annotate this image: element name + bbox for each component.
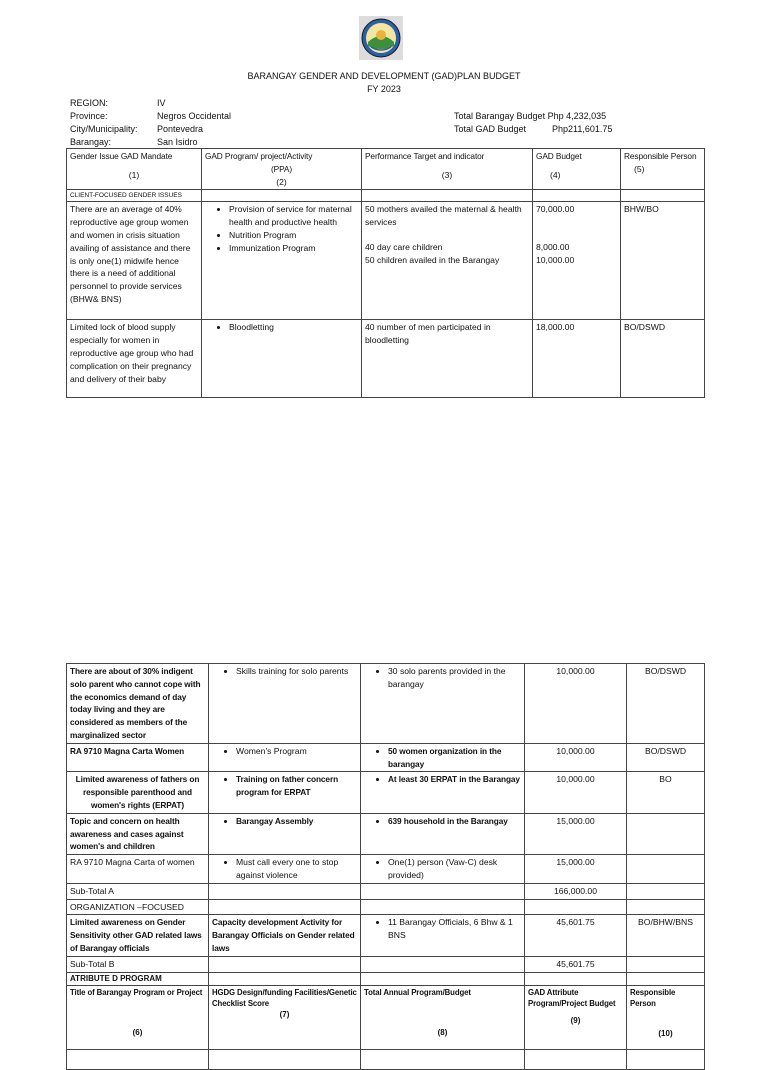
empty-cell	[621, 190, 705, 202]
empty-cell	[361, 972, 525, 985]
empty-cell	[361, 1049, 525, 1069]
empty-cell	[627, 883, 705, 899]
empty-cell	[525, 1049, 627, 1069]
province-label: Province:	[70, 111, 108, 121]
ppa-item: • Must call every one to stop against violence	[236, 856, 357, 882]
ppa-item: • Barangay Assembly	[236, 815, 357, 828]
header-cell	[525, 985, 627, 1049]
attributed-header-row	[67, 985, 705, 1049]
section-row	[67, 190, 705, 202]
budget-value: 10,000.00	[536, 254, 575, 265]
empty-cell	[361, 899, 525, 915]
budget-cell: 10,000.00	[525, 743, 627, 772]
table-row	[67, 915, 705, 956]
ppa-cell	[209, 664, 361, 744]
header-text: Responsible Person	[624, 151, 697, 161]
header-num: (7)	[279, 1009, 290, 1019]
ppa-item: • Women's Program	[236, 745, 357, 758]
empty-cell	[525, 899, 627, 915]
section-label: ATRIBUTE D PROGRAM	[67, 972, 209, 985]
table-row	[67, 855, 705, 884]
header-num: (6)	[132, 1028, 143, 1038]
header-cell	[627, 985, 705, 1049]
ppa-item: • Bloodletting	[229, 321, 358, 334]
header-text: GAD Attribute Program/Project Budget	[528, 987, 616, 1008]
barangay-label: Barangay:	[70, 137, 112, 147]
person-cell	[627, 855, 705, 884]
empty-cell	[67, 1049, 209, 1069]
target-item: • At least 30 ERPAT in the Barangay	[388, 773, 521, 786]
target-cell	[361, 855, 525, 884]
subtotal-value: 166,000.00	[525, 883, 627, 899]
budget-cell: 18,000.00	[533, 320, 621, 398]
plan-title: BARANGAY GENDER AND DEVELOPMENT (GAD)PLAN BUDGET	[247, 71, 521, 81]
person-cell: BO/DSWD	[627, 743, 705, 772]
header-text: Performance Target and indicator	[365, 151, 485, 161]
subtotal-value: 45,601.75	[525, 956, 627, 972]
issue-cell: RA 9710 Magna Carta of women	[67, 855, 209, 884]
empty-cell	[627, 1049, 705, 1069]
header-num: (1)	[128, 169, 140, 180]
ppa-cell	[209, 772, 361, 813]
budget-cell: 10,000.00	[525, 772, 627, 813]
empty-cell	[209, 972, 361, 985]
empty-cell	[627, 899, 705, 915]
section-label: ORGANIZATION –FOCUSED	[67, 899, 209, 915]
table-row	[67, 202, 705, 320]
section-row	[67, 899, 705, 915]
subtotal-row	[67, 956, 705, 972]
target-cell	[361, 915, 525, 956]
gad-plan-table-2	[66, 663, 705, 1070]
table-row	[67, 743, 705, 772]
header-num: (8)	[437, 1028, 448, 1038]
issue-cell: There are about of 30% indigent solo parent who cannot cope with the economics demand of day today living and they are considered as members of the marginalized sector	[67, 664, 209, 744]
header-text: Title of Barangay Program or Project	[70, 987, 203, 997]
header-num: (4)	[550, 169, 561, 180]
ppa-cell: Capacity development Activity for Barangay Officials on Gender related laws	[209, 915, 361, 956]
header-num: (10)	[658, 1028, 673, 1038]
target-cell	[361, 813, 525, 854]
target-item: • 639 household in the Barangay	[388, 815, 521, 828]
person-cell: BHW/BO	[621, 202, 705, 320]
target-item: 50 children availed in the Barangay	[365, 254, 500, 265]
issue-cell: Limited lock of blood supply especially for women in reproductive age group who had complication on their pregnancy and delivery of their baby	[67, 320, 202, 398]
region-label: REGION:	[70, 98, 109, 108]
ppa-cell	[202, 202, 362, 320]
target-item: • 30 solo parents provided in the barangay	[388, 665, 521, 691]
header-num: (9)	[570, 1015, 581, 1025]
empty-cell	[362, 190, 533, 202]
ppa-cell	[202, 320, 362, 398]
person-cell: BO/DSWD	[621, 320, 705, 398]
header-cell	[361, 985, 525, 1049]
ppa-item: • Skills training for solo parents	[236, 665, 357, 678]
target-item: • 11 Barangay Officials, 6 Bhw & 1 BNS	[388, 916, 521, 942]
person-cell: BO	[627, 772, 705, 813]
ppa-cell	[209, 813, 361, 854]
target-cell: 40 number of men participated in bloodletting	[362, 320, 533, 398]
empty-cell	[209, 956, 361, 972]
city-label: City/Municipality:	[70, 124, 138, 134]
ppa-cell	[209, 743, 361, 772]
subtotal-label: Sub-Total B	[67, 956, 209, 972]
header-text: Total Annual Program/Budget	[364, 987, 471, 997]
table-row	[67, 1049, 705, 1069]
header-sub: (PPA)	[270, 163, 292, 174]
issue-cell: There are an average of 40% reproductive age group women and women in crisis situation availing of assistance and there is only one(1) midwife hence there is a need of additional personnel to provide services (BHW& BNS)	[67, 202, 202, 320]
empty-cell	[627, 956, 705, 972]
issue-cell: Limited awareness of fathers on responsible parenthood and women's rights (ERPAT)	[67, 772, 209, 813]
table-row	[67, 772, 705, 813]
issue-cell: RA 9710 Magna Carta Women	[67, 743, 209, 772]
ppa-cell	[209, 855, 361, 884]
barangay-seal	[359, 16, 403, 60]
gad-plan-table-1	[66, 148, 705, 398]
ppa-item: • Immunization Program	[229, 242, 358, 255]
budget-value: 8,000.00	[536, 242, 570, 253]
issue-cell: Limited awareness on Gender Sensitivity other GAD related laws of Barangay officials	[67, 915, 209, 956]
budget-cell: 15,000.00	[525, 855, 627, 884]
table-header-row	[67, 149, 705, 190]
total-gad-label: Total GAD Budget	[454, 124, 527, 134]
header-cell	[67, 985, 209, 1049]
empty-cell	[361, 883, 525, 899]
city-value: Pontevedra	[157, 124, 204, 134]
barangay-value: San Isidro	[157, 137, 198, 147]
empty-cell	[202, 190, 362, 202]
target-cell	[361, 664, 525, 744]
subtotal-row	[67, 883, 705, 899]
target-cell	[361, 743, 525, 772]
empty-cell	[361, 956, 525, 972]
ppa-item: • Provision of service for maternal health and productive health	[229, 203, 358, 229]
target-item: • One(1) person (Vaw-C) desk provided)	[388, 856, 521, 882]
budget-cell	[533, 202, 621, 320]
header-text: Gender Issue GAD Mandate	[70, 151, 173, 161]
budget-cell: 45,601.75	[525, 915, 627, 956]
empty-cell	[209, 883, 361, 899]
empty-cell	[209, 1049, 361, 1069]
empty-cell	[533, 190, 621, 202]
header-cell	[533, 149, 621, 190]
header-text: GAD Budget	[536, 151, 582, 161]
header-cell	[362, 149, 533, 190]
header-text: Responsible Person	[630, 987, 676, 1008]
budget-cell: 10,000.00	[525, 664, 627, 744]
budget-cell: 15,000.00	[525, 813, 627, 854]
header-text: HGDG Design/funding Facilities/Genetic Checklist Score	[212, 987, 357, 1008]
header-cell	[202, 149, 362, 190]
target-item: 40 day care children	[365, 241, 443, 252]
person-cell	[627, 813, 705, 854]
empty-cell	[209, 899, 361, 915]
total-barangay-budget: Total Barangay Budget Php 4,232,035	[454, 111, 607, 121]
total-gad-value: Php211,601.75	[552, 124, 613, 134]
budget-value: 70,000.00	[536, 204, 575, 215]
person-cell: BO/DSWD	[627, 664, 705, 744]
target-cell	[361, 772, 525, 813]
header-num: (3)	[441, 169, 453, 180]
header-cell	[621, 149, 705, 190]
ppa-item: • Training on father concern program for ERPAT	[236, 773, 357, 799]
target-item: • 50 women organization in the barangay	[388, 745, 521, 771]
table-row	[67, 320, 705, 398]
header-num: (5)	[634, 163, 645, 174]
person-cell: BO/BHW/BNS	[627, 915, 705, 956]
target-cell	[362, 202, 533, 320]
table-row	[67, 664, 705, 744]
section-row	[67, 972, 705, 985]
fiscal-year: FY 2023	[367, 84, 401, 94]
empty-cell	[525, 972, 627, 985]
table-row	[67, 813, 705, 854]
empty-cell	[627, 972, 705, 985]
region-value: IV	[157, 98, 166, 108]
header-cell	[209, 985, 361, 1049]
subtotal-label: Sub-Total A	[67, 883, 209, 899]
target-item: 50 mothers availed the maternal & health services	[365, 204, 522, 228]
section-label: CLIENT-FOCUSED GENDER ISSUES	[67, 190, 202, 202]
issue-cell: Topic and concern on health awareness and cases against women's and children	[67, 813, 209, 854]
ppa-item: • Nutrition Program	[229, 229, 358, 242]
header-text: GAD Program/ project/Activity	[205, 151, 313, 161]
province-value: Negros Occidental	[157, 111, 232, 121]
header-num: (2)	[276, 176, 287, 187]
header-cell	[67, 149, 202, 190]
